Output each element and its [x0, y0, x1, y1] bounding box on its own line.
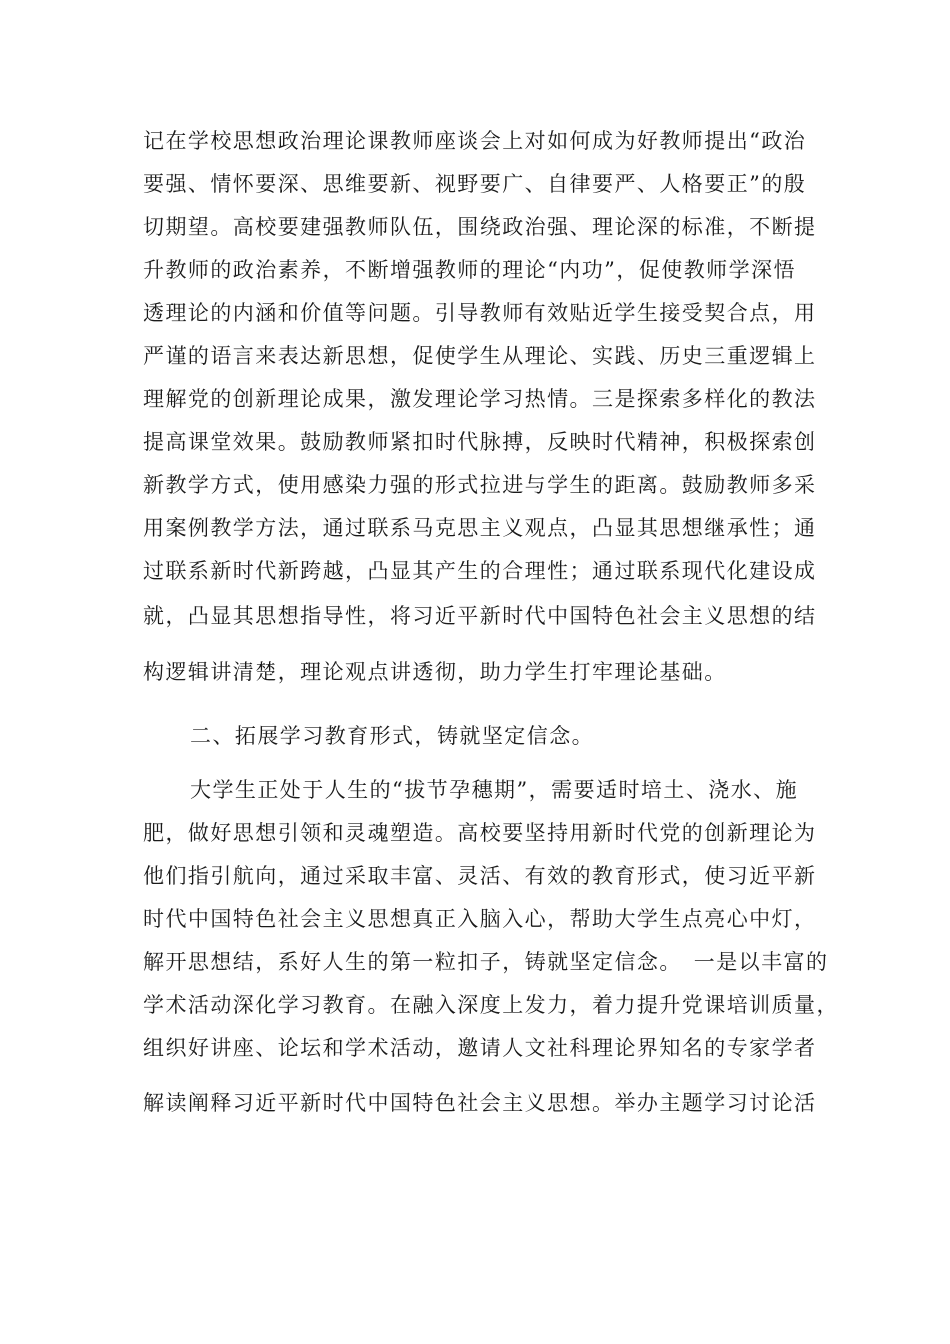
body-text-line: 组织好讲座、论坛和学术活动，邀请人文社科理论界知名的专家学者	[143, 1036, 817, 1060]
body-text-line: 理解党的创新理论成果，激发理论学习热情。三是探索多样化的教法	[143, 387, 817, 411]
body-text-line: 提高课堂效果。鼓励教师紧扣时代脉搏，反映时代精神，积极探索创	[143, 430, 817, 454]
body-text-line: 他们指引航向，通过采取丰富、灵活、有效的教育形式，使习近平新	[143, 864, 817, 888]
body-text-line: 切期望。高校要建强教师队伍，围绕政治强、理论深的标准，不断提	[143, 215, 817, 239]
body-text-line: 学术活动深化学习教育。在融入深度上发力，着力提升党课培训质量，	[143, 993, 839, 1017]
body-text-line: 构逻辑讲清楚，理论观点讲透彻，助力学生打牢理论基础。	[143, 660, 727, 684]
body-text-line: 用案例教学方法，通过联系马克思主义观点，凸显其思想继承性；通	[143, 516, 817, 540]
body-text-line: 升教师的政治素养，不断增强教师的理论“内功”，促使教师学深悟	[143, 258, 796, 282]
body-text-line: 过联系新时代新跨越，凸显其产生的合理性；通过联系现代化建设成	[143, 559, 817, 583]
body-text-line: 肥，做好思想引领和灵魂塑造。高校要坚持用新时代党的创新理论为	[143, 821, 817, 845]
body-text-line: 解开思想结，系好人生的第一粒扣子，铸就坚定信念。 一是以丰富的	[143, 950, 829, 974]
section-heading: 二、拓展学习教育形式，铸就坚定信念。	[190, 724, 595, 748]
body-text-line: 记在学校思想政治理论课教师座谈会上对如何成为好教师提出“政治	[143, 129, 807, 153]
body-text-line: 透理论的内涵和价值等问题。引导教师有效贴近学生接受契合点，用	[143, 301, 817, 325]
body-text-line: 新教学方式，使用感染力强的形式拉进与学生的距离。鼓励教师多采	[143, 473, 817, 497]
body-text-line: 要强、情怀要深、思维要新、视野要广、自律要严、人格要正”的殷	[143, 172, 807, 196]
body-text-line: 就，凸显其思想指导性，将习近平新时代中国特色社会主义思想的结	[143, 604, 817, 628]
body-text-line: 时代中国特色社会主义思想真正入脑入心，帮助大学生点亮心中灯，	[143, 907, 817, 931]
body-text-line: 严谨的语言来表达新思想，促使学生从理论、实践、历史三重逻辑上	[143, 344, 817, 368]
body-text-line: 大学生正处于人生的“拔节孕穗期”，需要适时培土、浇水、施	[190, 778, 799, 802]
body-text-line: 解读阐释习近平新时代中国特色社会主义思想。举办主题学习讨论活	[143, 1091, 817, 1115]
